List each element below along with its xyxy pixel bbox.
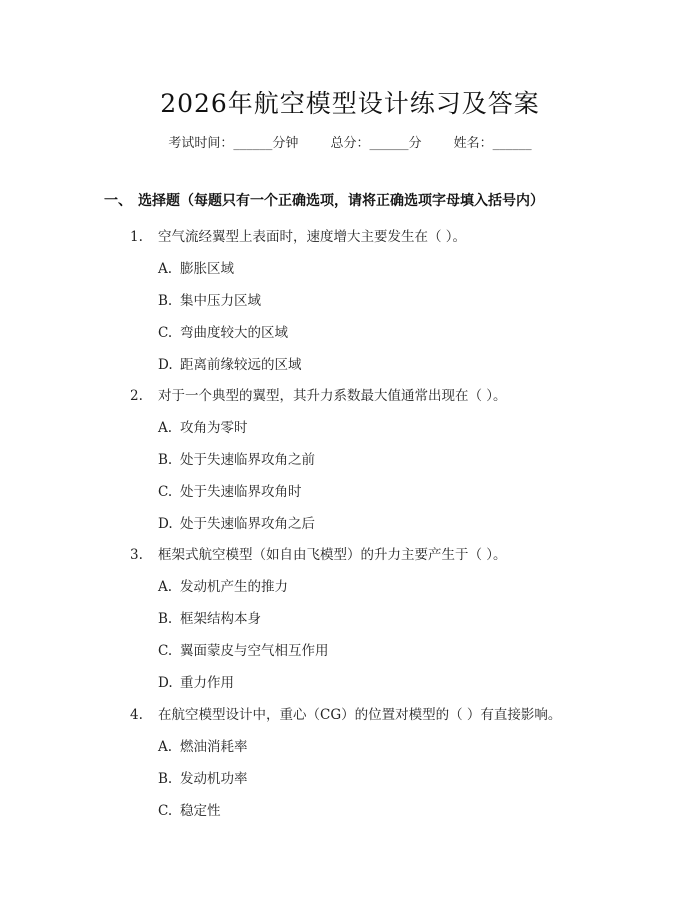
question-number: 1. <box>130 229 143 245</box>
option-text: 发动机产生的推力 <box>180 579 288 595</box>
option-letter: B. <box>158 771 173 787</box>
option-text: 处于失速临界攻角之后 <box>180 516 315 532</box>
total-score-field: 总分：______分 <box>330 136 422 151</box>
question-item <box>130 225 466 245</box>
option-text: 集中压力区域 <box>180 293 261 309</box>
option-letter: B. <box>158 611 173 627</box>
answer-option <box>158 480 302 500</box>
option-text: 框架结构本身 <box>180 611 261 627</box>
option-text: 距离前缘较远的区域 <box>180 357 302 373</box>
answer-option <box>158 799 221 819</box>
exam-meta-line <box>0 132 700 151</box>
answer-option <box>158 575 288 595</box>
option-letter: A. <box>158 261 173 277</box>
question-item <box>130 384 507 404</box>
option-text: 翼面蒙皮与空气相互作用 <box>180 643 329 659</box>
option-text: 处于失速临界攻角之前 <box>180 452 315 468</box>
option-letter: B. <box>158 452 173 468</box>
answer-option <box>158 735 248 755</box>
answer-option <box>158 767 248 787</box>
exam-time-field: 考试时间：______分钟 <box>168 136 299 151</box>
question-text: 框架式航空模型（如自由飞模型）的升力主要产生于（ ）。 <box>158 547 507 563</box>
option-text: 稳定性 <box>180 803 221 819</box>
question-number: 2. <box>130 388 143 404</box>
option-letter: C. <box>158 643 173 659</box>
section-title: 选择题（每题只有一个正确选项，请将正确选项字母填入括号内） <box>138 193 544 209</box>
question-item <box>130 543 507 563</box>
option-letter: C. <box>158 325 173 341</box>
option-letter: D. <box>158 675 173 691</box>
answer-option <box>158 257 234 277</box>
answer-option <box>158 416 248 436</box>
answer-option <box>158 607 261 627</box>
question-text: 对于一个典型的翼型，其升力系数最大值通常出现在（ ）。 <box>158 388 507 404</box>
option-letter: D. <box>158 357 173 373</box>
option-text: 攻角为零时 <box>180 420 248 436</box>
option-text: 弯曲度较大的区域 <box>180 325 288 341</box>
question-number: 4. <box>130 707 143 723</box>
answer-option <box>158 353 302 373</box>
option-letter: B. <box>158 293 173 309</box>
answer-option <box>158 671 234 691</box>
answer-option <box>158 448 315 468</box>
student-name-field: 姓名：______ <box>453 136 532 151</box>
option-letter: A. <box>158 420 173 436</box>
option-letter: D. <box>158 516 173 532</box>
option-letter: C. <box>158 803 173 819</box>
option-letter: A. <box>158 579 173 595</box>
answer-option <box>158 289 261 309</box>
answer-option <box>158 639 329 659</box>
option-text: 燃油消耗率 <box>180 739 248 755</box>
section-number: 一、 <box>104 193 132 209</box>
option-text: 膨胀区域 <box>180 261 234 277</box>
answer-option <box>158 321 288 341</box>
question-number: 3. <box>130 547 143 563</box>
page-title: 2026年航空模型设计练习及答案 <box>160 89 540 118</box>
option-text: 重力作用 <box>180 675 234 691</box>
option-text: 处于失速临界攻角时 <box>180 484 302 500</box>
option-letter: C. <box>158 484 173 500</box>
option-letter: A. <box>158 739 173 755</box>
question-item <box>130 703 561 723</box>
answer-option <box>158 512 315 532</box>
section-heading <box>104 190 544 210</box>
question-text: 在航空模型设计中，重心（CG）的位置对模型的（ ）有直接影响。 <box>158 707 562 723</box>
question-text: 空气流经翼型上表面时，速度增大主要发生在（ ）。 <box>158 229 467 245</box>
option-text: 发动机功率 <box>180 771 248 787</box>
